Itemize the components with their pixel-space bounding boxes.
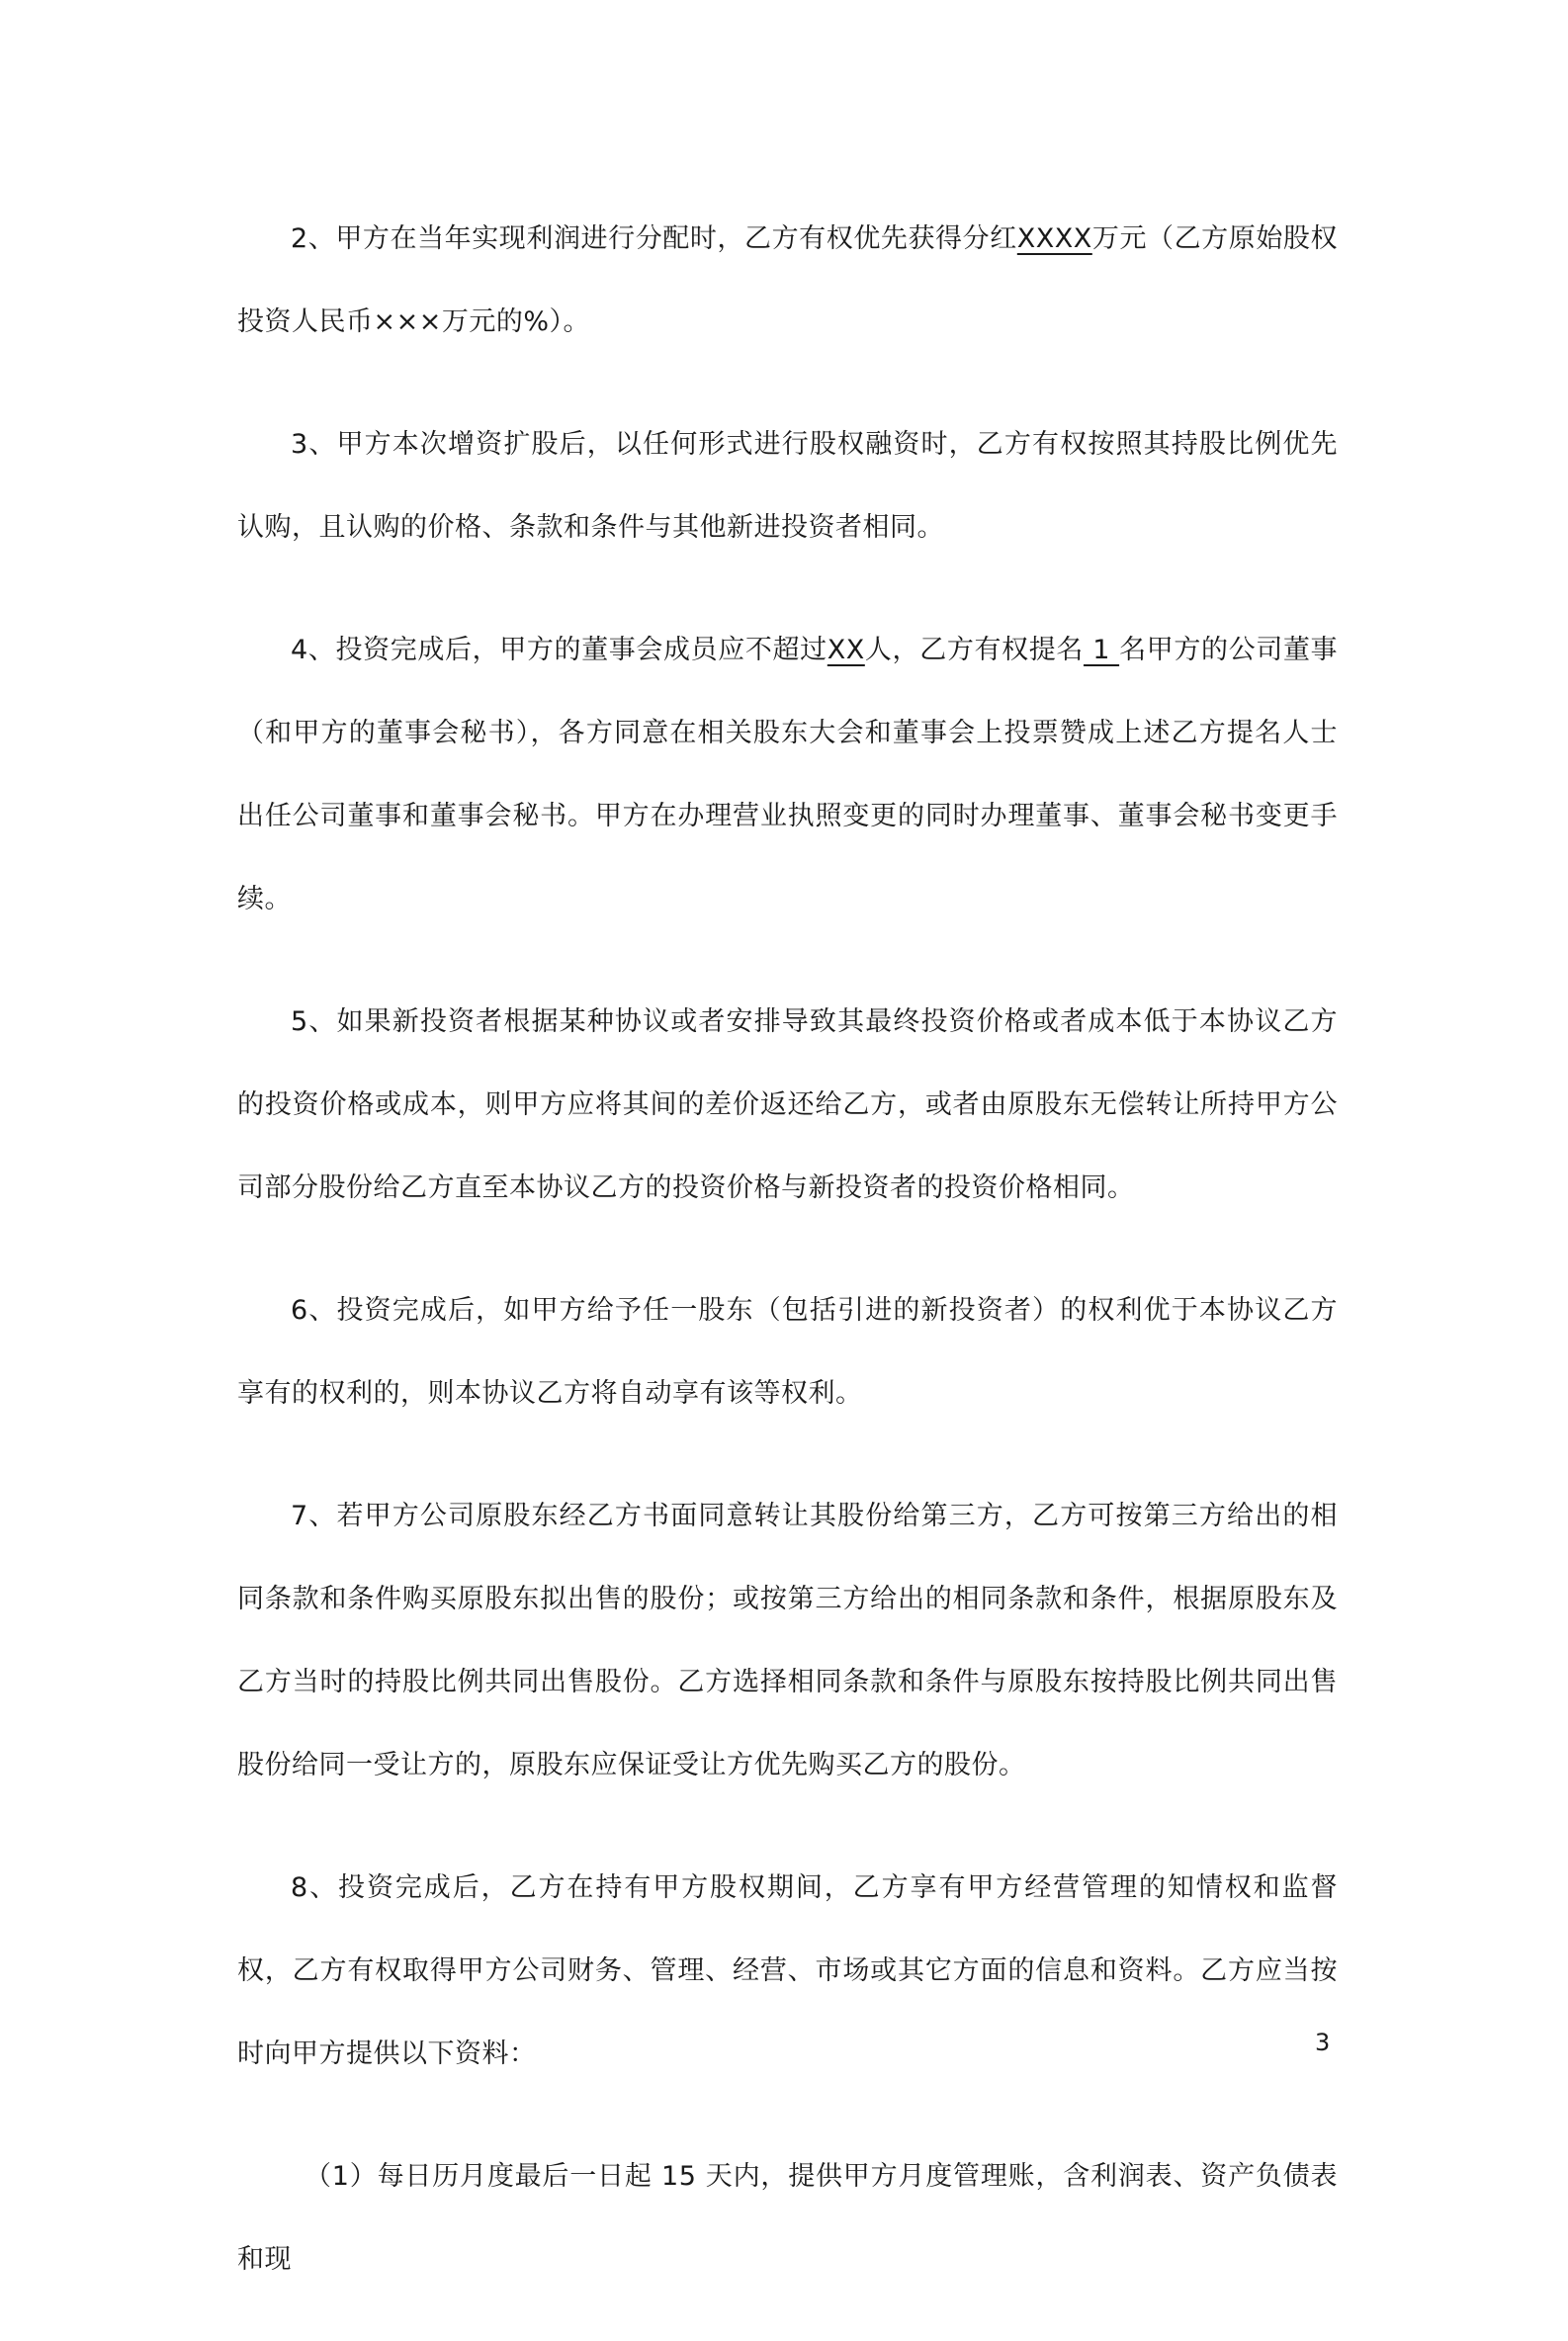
director-count-blank: 1 bbox=[1083, 635, 1120, 665]
paragraph-5 bbox=[237, 981, 1338, 1230]
paragraph-8-item-1-text: （1）每日历月度最后一日起 15 天内，提供甲方月度管理账，含利润表、资产负债表和现 bbox=[237, 2161, 1338, 2275]
paragraph-3-text: 3、甲方本次增资扩股后，以任何形式进行股权融资时，乙方有权按照其持股比例优先认购，且认购的价格、条款和条件与其他新进投资者相同。 bbox=[237, 429, 1338, 543]
paragraph-4-text-c: 名甲方的公司董事（和甲方的董事会秘书），各方同意在相关股东大会和董事会上投票赞成上述乙方提名人士出任公司董事和董事会秘书。甲方在办理营业执照变更的同时办理董事、董事会秘书变更手续。 bbox=[237, 635, 1339, 914]
paragraph-7-text: 7、若甲方公司原股东经乙方书面同意转让其股份给第三方，乙方可按第三方给出的相同条款和条件购买原股东拟出售的股份；或按第三方给出的相同条款和条件，根据原股东及乙方当时的持股比例共同出售股份。乙方选择相同条款和条件与原股东按持股比例共同出售股份给同一受让方的，原股东应保证受让方优先购买乙方的股份。 bbox=[237, 1501, 1338, 1780]
paragraph-2-text-a: 2、甲方在当年实现利润进行分配时，乙方有权优先获得分红 bbox=[291, 223, 1017, 254]
paragraph-8-item-1 bbox=[237, 2135, 1338, 2301]
paragraph-6-text: 6、投资完成后，如甲方给予任一股东（包括引进的新投资者）的权利优于本协议乙方享有的权利的，则本协议乙方将自动享有该等权利。 bbox=[237, 1295, 1338, 1409]
paragraph-4-text-a: 4、投资完成后，甲方的董事会成员应不超过 bbox=[291, 635, 828, 665]
paragraph-8 bbox=[237, 1847, 1338, 2096]
paragraph-6 bbox=[237, 1269, 1338, 1435]
paragraph-5-text: 5、如果新投资者根据某种协议或者安排导致其最终投资价格或者成本低于本协议乙方的投资价格或成本，则甲方应将其间的差价返还给乙方，或者由原股东无偿转让所持甲方公司部分股份给乙方直至本协议乙方的投资价格与新投资者的投资价格相同。 bbox=[237, 1006, 1338, 1203]
paragraph-2-text-b: 万元（乙方原始股权投资人民币×××万元的%）。 bbox=[237, 223, 1338, 337]
page-number: 3 bbox=[1315, 2029, 1331, 2056]
paragraph-8-text: 8、投资完成后，乙方在持有甲方股权期间，乙方享有甲方经营管理的知情权和监督权，乙方有权取得甲方公司财务、管理、经营、市场或其它方面的信息和资料。乙方应当按时向甲方提供以下资料： bbox=[237, 1872, 1338, 2069]
board-size-blank: XX bbox=[827, 635, 865, 665]
dividend-amount-blank: XXXX bbox=[1016, 223, 1092, 254]
paragraph-7 bbox=[237, 1475, 1338, 1807]
document-body bbox=[237, 198, 1338, 2341]
paragraph-4-text-b: 人，乙方有权提名 bbox=[864, 635, 1084, 665]
paragraph-2 bbox=[237, 198, 1338, 364]
paragraph-3 bbox=[237, 403, 1338, 569]
paragraph-4 bbox=[237, 609, 1338, 941]
